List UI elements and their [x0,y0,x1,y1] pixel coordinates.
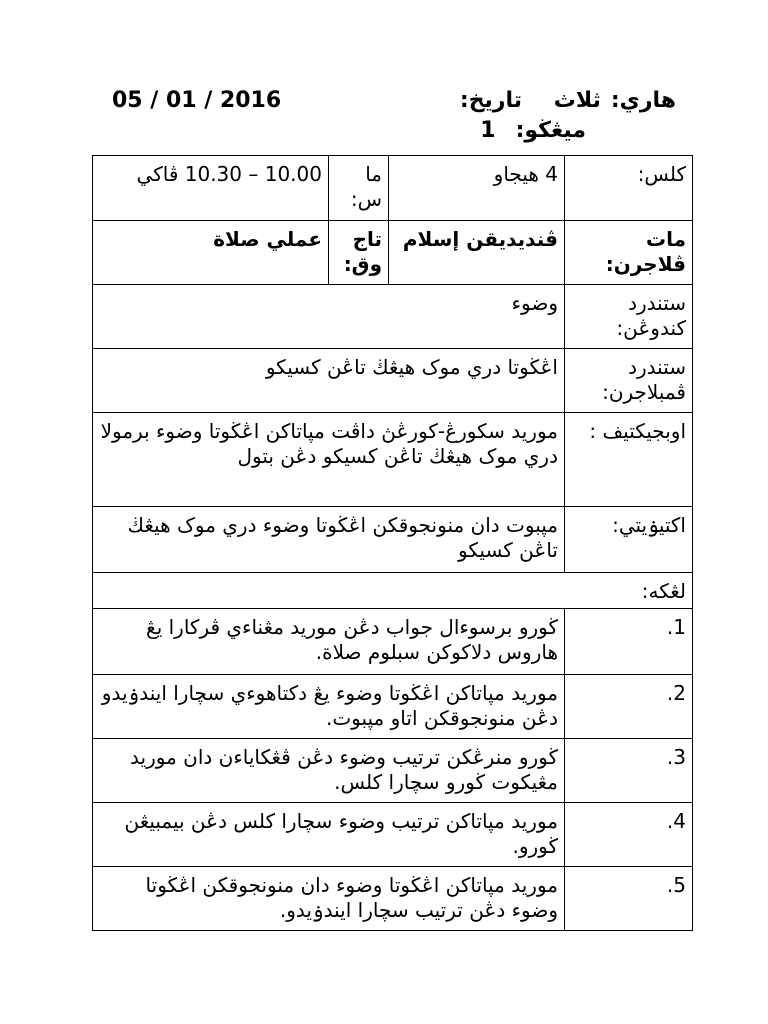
steps-header-row [93,573,693,609]
topic-label: تاج وق: [329,221,389,285]
content-standard-label: ستندرد كندوڠن: [565,285,693,349]
date-label: تاريخ: [459,88,522,113]
week-line [480,118,586,144]
week-value: 1 [480,118,496,143]
step-text: ڬورو برسوءال جواب دڠن موريد مڠناءي ڤركارا يڠ هاروس دلاكوكن سبلوم صلاة. [93,609,565,675]
activity-value: مڽبوت دان منونجوقكن اڠڬوتا وضوء دري موک هيڠڬ تاڠن كسيكو [93,507,565,573]
content-standard-value: وضوء [93,285,565,349]
lesson-plan-table [92,155,693,931]
class-row [93,156,693,221]
day-label: هاري: [610,88,676,113]
step-text: موريد مڽاتاكن اڠڬوتا وضوء يڠ دكتاهوءي سچارا ايندۏيدو دڠن منونجوقكن اتاو مڽبوت. [93,675,565,739]
day-value: ثلاث [553,88,601,113]
objective-label: اوبجيكتيف : [565,413,693,507]
learning-standard-value: اڠڬوتا دري موک هيڠڬ تاڠن كسيكو [93,349,565,413]
step-text: موريد مڽاتاكن اڠڬوتا وضوء دان منونجوقكن اڠڬوتا وضوء دڠن ترتيب سچارا ايندۏيدو. [93,867,565,931]
step-number: 5. [565,867,693,931]
step-row [93,867,693,931]
objective-value: موريد سكورڠ-كورڠڽ داڤت مڽاتاكن اڠڬوتا وضوء برمولا دري موک هيڠڬ تاڠن كسيكو دڠن بتول [93,413,565,507]
steps-label: لڠكه: [93,573,693,609]
step-row [93,609,693,675]
content-standard-row [93,285,693,349]
step-row [93,675,693,739]
topic-value: عملي صلاة [93,221,329,285]
step-number: 1. [565,609,693,675]
class-label: كلس: [565,156,693,221]
learning-standard-row [93,349,693,413]
activity-row [93,507,693,573]
learning-standard-label: ستندرد ڤمبلاجرن: [565,349,693,413]
step-number: 2. [565,675,693,739]
time-value-text: 10.00 – 10.30 ڤاكي [136,162,322,186]
step-text: ڬورو منرڠكن ترتيب وضوء دڠن ڤڠكاياءن دان موريد مڠيكوت ڬورو سچارا كلس. [93,739,565,803]
time-label: ما س: [329,156,389,221]
day-line [554,88,676,114]
step-number: 3. [565,739,693,803]
subject-label: مات ڤلاجرن: [565,221,693,285]
subject-row [93,221,693,285]
activity-label: اكتيۏيتي: [565,507,693,573]
date-value: 05 / 01 / 2016 [112,88,282,113]
week-label: ميڠڬو: [515,118,586,143]
step-text: موريد مڽاتاكن ترتيب وضوء سچارا كلس دڠن بيمبيڠن ڬورو. [93,803,565,867]
objective-row [93,413,693,507]
time-value [93,156,329,221]
class-value: 4 هيجاو [389,156,565,221]
step-number: 4. [565,803,693,867]
step-row [93,803,693,867]
step-row [93,739,693,803]
subject-value: ڤنديديقن إسلام [389,221,565,285]
